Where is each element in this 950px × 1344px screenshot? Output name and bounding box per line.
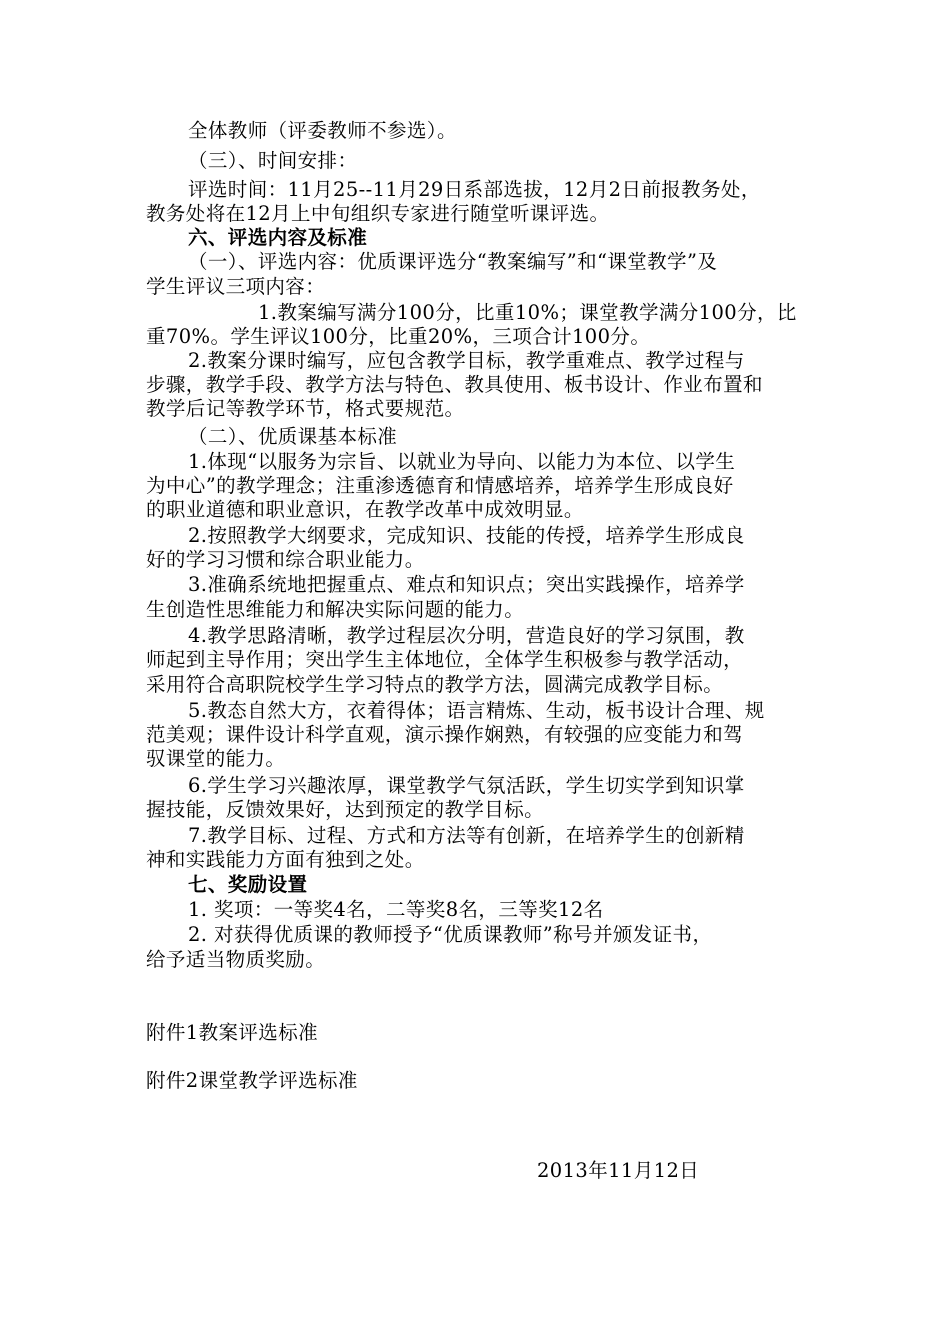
section-subheading: （三）、时间安排： <box>188 149 358 172</box>
paragraph-line: 神和实践能力方面有独到之处。 <box>146 848 425 871</box>
paragraph-line: 全体教师（评委教师不参选）。 <box>188 119 457 142</box>
paragraph-line: 的职业道德和职业意识，在教学改革中成效明显。 <box>146 498 584 521</box>
paragraph-line: 采用符合高职院校学生学习特点的教学方法，圆满完成教学目标。 <box>146 673 724 696</box>
section-subheading: （一）、评选内容：优质课评选分“教案编写”和“课堂教学”及 <box>188 250 718 273</box>
paragraph-line: 范美观；课件设计科学直观，演示操作娴熟，有较强的应变能力和驾 <box>146 723 744 746</box>
paragraph-line: 3.准确系统地把握重点、难点和知识点；突出实践操作，培养学 <box>188 573 745 596</box>
paragraph-line: 给予适当物质奖励。 <box>146 948 326 971</box>
paragraph-line: 2.按照教学大纲要求，完成知识、技能的传授，培养学生形成良 <box>188 524 745 547</box>
paragraph-line: 为中心”的教学理念；注重渗透德育和情感培养，培养学生形成良好 <box>146 474 734 497</box>
paragraph-line: 4.教学思路清晰，教学过程层次分明，营造良好的学习氛围，教 <box>188 624 745 647</box>
paragraph-line: 握技能，反馈效果好，达到预定的教学目标。 <box>146 798 545 821</box>
paragraph-line: 2.教案分课时编写，应包含教学目标，教学重难点、教学过程与 <box>188 349 745 372</box>
paragraph-line: 1. 奖项：一等奖4名，二等奖8名，三等奖12名 <box>188 898 604 921</box>
attachment-line: 附件1教案评选标准 <box>146 1021 319 1044</box>
paragraph-line: 6.学生学习兴趣浓厚，课堂教学气氛活跃，学生切实学到知识掌 <box>188 774 745 797</box>
paragraph-line: 重70%。学生评议100分，比重20%，三项合计100分。 <box>146 325 651 348</box>
paragraph-line: 1.教案编写满分100分，比重10%；课堂教学满分100分，比 <box>258 301 797 324</box>
section-heading: 六、评选内容及标准 <box>188 226 368 249</box>
paragraph-line: 生创造性思维能力和解决实际问题的能力。 <box>146 598 525 621</box>
paragraph-line: 1.体现“以服务为宗旨、以就业为导向、以能力为本位、以学生 <box>188 450 736 473</box>
attachment-line: 附件2课堂教学评选标准 <box>146 1069 358 1092</box>
section-heading: 七、奖励设置 <box>188 873 308 896</box>
paragraph-line: 学生评议三项内容： <box>146 275 326 298</box>
paragraph-line: 步骤，教学手段、教学方法与特色、教具使用、板书设计、作业布置和 <box>146 373 763 396</box>
paragraph-line: 教务处将在12月上中旬组织专家进行随堂听课评选。 <box>146 202 610 225</box>
paragraph-line: 驭课堂的能力。 <box>146 747 286 770</box>
paragraph-line: 师起到主导作用；突出学生主体地位，全体学生积极参与教学活动， <box>146 648 744 671</box>
paragraph-line: 评选时间：11月25--11月29日系部选拔，12月2日前报教务处， <box>188 178 761 201</box>
paragraph-line: 好的学习习惯和综合职业能力。 <box>146 548 425 571</box>
document-date: 2013年11月12日 <box>537 1159 700 1182</box>
paragraph-line: 5.教态自然大方，衣着得体；语言精炼、生动，板书设计合理、规 <box>188 699 765 722</box>
paragraph-line: 7.教学目标、过程、方式和方法等有创新，在培养学生的创新精 <box>188 824 745 847</box>
paragraph-line: 教学后记等教学环节，格式要规范。 <box>146 397 465 420</box>
section-subheading: （二）、优质课基本标准 <box>188 425 398 448</box>
paragraph-line: 2. 对获得优质课的教师授予“优质课教师”称号并颁发证书， <box>188 923 713 946</box>
